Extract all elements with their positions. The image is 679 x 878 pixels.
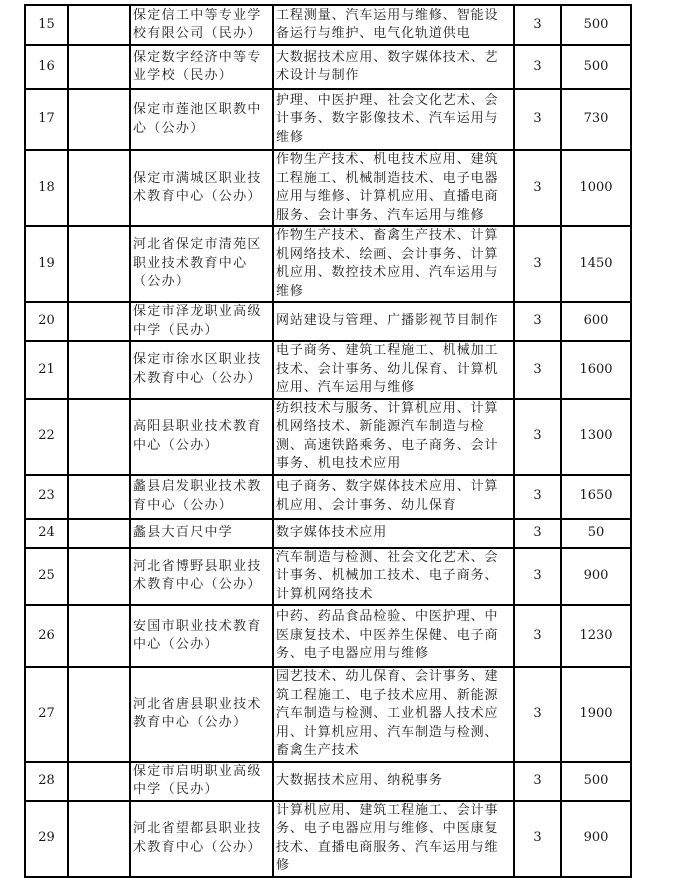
table-row: [25, 5, 631, 45]
blank-cell: [68, 45, 130, 89]
school-name: 保定市莲池区职教中心（公办）: [130, 89, 273, 150]
enrollment-count: 500: [561, 762, 631, 801]
blank-cell: [68, 548, 130, 606]
study-years: 3: [514, 605, 561, 667]
majors-list: 计算机应用、建筑工程施工、会计事务、电子电器应用与维修、中医康复技术、直播电商服务、汽车运用与维修: [273, 801, 514, 877]
study-years: 3: [514, 341, 561, 399]
row-number: 21: [25, 341, 68, 399]
majors-list: 护理、中医护理、社会文化艺术、会计事务、数字影像技术、汽车运用与维修: [273, 89, 514, 150]
study-years: 3: [514, 762, 561, 801]
row-number: 16: [25, 45, 68, 89]
row-number: 20: [25, 302, 68, 341]
study-years: 3: [514, 302, 561, 341]
study-years: 3: [514, 519, 561, 548]
school-name: 高阳县职业技术教育中心（公办）: [130, 399, 273, 475]
table-row: [25, 548, 631, 606]
row-number: 17: [25, 89, 68, 150]
blank-cell: [68, 226, 130, 302]
majors-list: 电子商务、数字媒体技术应用、计算机应用、会计事务、幼儿保育: [273, 475, 514, 519]
study-years: 3: [514, 150, 561, 226]
table-row: [25, 89, 631, 150]
study-years: 3: [514, 548, 561, 606]
enrollment-count: 1650: [561, 475, 631, 519]
row-number: 18: [25, 150, 68, 226]
majors-list: 数字媒体技术应用: [273, 519, 514, 548]
blank-cell: [68, 341, 130, 399]
enrollment-count: 1230: [561, 605, 631, 667]
enrollment-count: 500: [561, 5, 631, 45]
enrollment-count: 730: [561, 89, 631, 150]
blank-cell: [68, 762, 130, 801]
table-row: [25, 475, 631, 519]
table-row: [25, 150, 631, 226]
study-years: 3: [514, 475, 561, 519]
row-number: 24: [25, 519, 68, 548]
table-row: [25, 519, 631, 548]
table-row: [25, 762, 631, 801]
row-number: 19: [25, 226, 68, 302]
majors-list: 中药、药品食品检验、中医护理、中医康复技术、中医养生保健、电子商务、电子电器应用与维修: [273, 605, 514, 667]
row-number: 26: [25, 605, 68, 667]
table-row: [25, 226, 631, 302]
school-name: 保定市徐水区职业技术教育中心（公办）: [130, 341, 273, 399]
table-row: [25, 341, 631, 399]
table-row: [25, 605, 631, 667]
enrollment-count: 900: [561, 801, 631, 877]
enrollment-count: 900: [561, 548, 631, 606]
study-years: 3: [514, 89, 561, 150]
school-name: 保定市泽龙职业高级中学（民办）: [130, 302, 273, 341]
study-years: 3: [514, 667, 561, 762]
enrollment-count: 50: [561, 519, 631, 548]
row-number: 29: [25, 801, 68, 877]
table-body: [25, 5, 631, 877]
majors-list: 网站建设与管理、广播影视节目制作: [273, 302, 514, 341]
blank-cell: [68, 399, 130, 475]
table-row: [25, 667, 631, 762]
school-name: 河北省保定市清苑区职业技术教育中心（公办）: [130, 226, 273, 302]
school-name: 河北省博野县职业技术教育中心（公办）: [130, 548, 273, 606]
majors-list: 电子商务、建筑工程施工、机械加工技术、会计事务、幼儿保育、计算机应用、汽车运用与维修: [273, 341, 514, 399]
blank-cell: [68, 302, 130, 341]
school-name: 蠡县大百尺中学: [130, 519, 273, 548]
table-row: [25, 399, 631, 475]
blank-cell: [68, 89, 130, 150]
row-number: 23: [25, 475, 68, 519]
enrollment-count: 1450: [561, 226, 631, 302]
row-number: 15: [25, 5, 68, 45]
school-name: 河北省望都县职业技术教育中心（公办）: [130, 801, 273, 877]
row-number: 25: [25, 548, 68, 606]
majors-list: 纺织技术与服务、计算机应用、计算机网络技术、新能源汽车制造与检测、高速铁路乘务、电子商务、会计事务、机电技术应用: [273, 399, 514, 475]
table-row: [25, 801, 631, 877]
enrollment-count: 500: [561, 45, 631, 89]
enrollment-count: 1300: [561, 399, 631, 475]
majors-list: 作物生产技术、畜禽生产技术、计算机网络技术、绘画、会计事务、计算机应用、数控技术应用、汽车运用与维修: [273, 226, 514, 302]
majors-list: 作物生产技术、机电技术应用、建筑工程施工、机械制造技术、电子电器应用与维修、计算机应用、直播电商服务、会计事务、汽车运用与维修: [273, 150, 514, 226]
table-row: [25, 45, 631, 89]
blank-cell: [68, 605, 130, 667]
school-enrollment-table: [24, 4, 632, 878]
school-name: 安国市职业技术教育中心（公办）: [130, 605, 273, 667]
majors-list: 大数据技术应用、数字媒体技术、艺术设计与制作: [273, 45, 514, 89]
study-years: 3: [514, 801, 561, 877]
blank-cell: [68, 150, 130, 226]
row-number: 28: [25, 762, 68, 801]
blank-cell: [68, 5, 130, 45]
school-name: 保定市满城区职业技术教育中心（公办）: [130, 150, 273, 226]
study-years: 3: [514, 399, 561, 475]
majors-list: 园艺技术、幼儿保育、会计事务、建筑工程施工、电子技术应用、新能源汽车制造与检测、工业机器人技术应用、计算机应用、汽车制造与检测、畜禽生产技术: [273, 667, 514, 762]
table-row: [25, 302, 631, 341]
majors-list: 大数据技术应用、纳税事务: [273, 762, 514, 801]
enrollment-count: 1900: [561, 667, 631, 762]
enrollment-count: 600: [561, 302, 631, 341]
blank-cell: [68, 519, 130, 548]
study-years: 3: [514, 45, 561, 89]
study-years: 3: [514, 226, 561, 302]
study-years: 3: [514, 5, 561, 45]
school-name: 河北省唐县职业技术教育中心（公办）: [130, 667, 273, 762]
enrollment-count: 1600: [561, 341, 631, 399]
school-name: 保定信工中等专业学校有限公司（民办）: [130, 5, 273, 45]
enrollment-count: 1000: [561, 150, 631, 226]
school-name: 保定数字经济中等专业学校（民办）: [130, 45, 273, 89]
majors-list: 工程测量、汽车运用与维修、智能设备运行与维护、电气化轨道供电: [273, 5, 514, 45]
majors-list: 汽车制造与检测、社会文化艺术、会计事务、机械加工技术、电子商务、计算机网络技术: [273, 548, 514, 606]
blank-cell: [68, 667, 130, 762]
row-number: 27: [25, 667, 68, 762]
row-number: 22: [25, 399, 68, 475]
blank-cell: [68, 475, 130, 519]
school-name: 保定市启明职业高级中学（民办）: [130, 762, 273, 801]
blank-cell: [68, 801, 130, 877]
school-name: 蠡县启发职业技术教育中心（公办）: [130, 475, 273, 519]
